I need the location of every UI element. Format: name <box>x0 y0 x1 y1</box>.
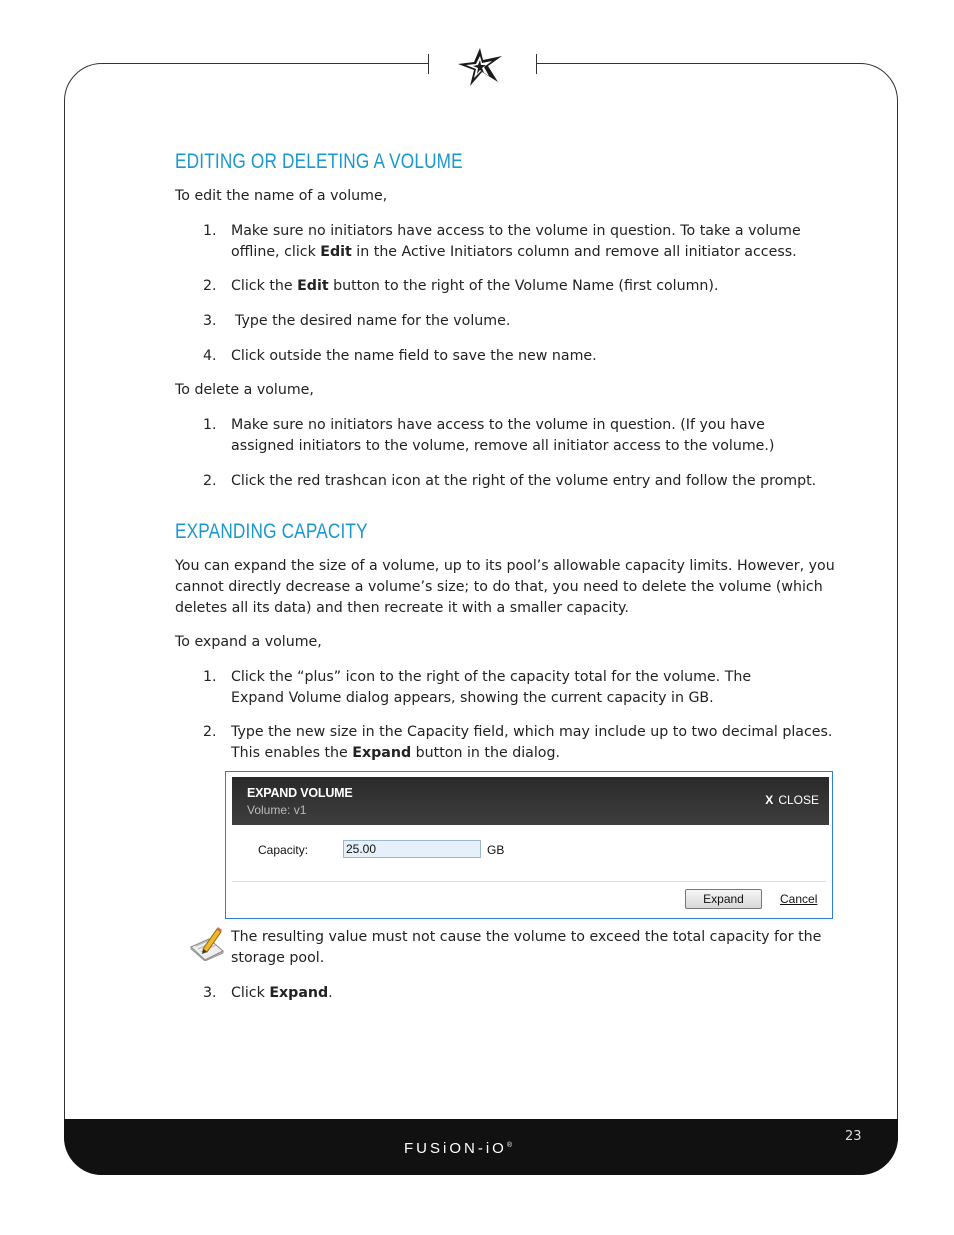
list-item: 1. Make sure no initiators have access to the volume in question. (If you have assigned initiators to the volume, remove all initiator access to the volume.) <box>203 417 775 454</box>
expand-lead: To expand a volume, <box>175 634 322 650</box>
expand-volume-dialog <box>225 771 833 919</box>
close-button[interactable] <box>765 793 819 807</box>
page-number: 23 <box>845 1129 862 1144</box>
list-item: 3. Type the desired name for the volume. <box>203 313 511 329</box>
list-item: 2. Click the red trashcan icon at the right of the volume entry and follow the prompt. <box>203 473 817 489</box>
list-item: 3. Click Expand. <box>203 985 333 1001</box>
section-heading-edit: EDITING OR DELETING A VOLUME <box>175 150 463 173</box>
dialog-title: EXPAND VOLUME <box>247 786 353 800</box>
close-icon: X <box>765 793 774 807</box>
capacity-label: Capacity: <box>258 843 309 857</box>
edit-intro: To edit the name of a volume, <box>175 188 388 204</box>
capacity-unit: GB <box>487 843 505 857</box>
close-label: CLOSE <box>778 793 819 807</box>
expand-intro: You can expand the size of a volume, up to its pool’s allowable capacity limits. However, you cannot directly decrease a volume’s size; to do that, you need to delete the volume (which deletes all its data) and then recreate it with a smaller capacity. <box>175 558 835 616</box>
capacity-input[interactable] <box>343 840 481 858</box>
section-heading-expand: EXPANDING CAPACITY <box>175 520 368 543</box>
list-item: 2. Type the new size in the Capacity field, which may include up to two decimal places. This enables the Expand button in the dialog. <box>203 724 833 761</box>
expand-button[interactable]: Expand <box>685 889 762 909</box>
list-item: 1. Click the “plus” icon to the right of the capacity total for the volume. The Expand Volume dialog appears, showing the current capacity in GB. <box>203 669 752 706</box>
header-tick-left <box>428 54 429 74</box>
header-tick-right <box>536 54 537 74</box>
cancel-link[interactable]: Cancel <box>780 892 818 906</box>
dialog-divider <box>232 881 826 882</box>
footer-brand-logo: FUSiON-iO® <box>404 1140 512 1157</box>
dialog-header <box>232 777 829 825</box>
fusion-io-star-icon <box>452 44 508 88</box>
dialog-subtitle: Volume: v1 <box>247 803 307 817</box>
list-item: 1. Make sure no initiators have access to the volume in question. To take a volume offline, click Edit in the Active Initiators column and remove all initiator access. <box>203 223 801 260</box>
note-pencil-icon <box>189 927 225 961</box>
delete-intro: To delete a volume, <box>175 382 314 398</box>
list-item: 2. Click the Edit button to the right of the Volume Name (first column). <box>203 278 719 294</box>
list-item: 4. Click outside the name field to save the new name. <box>203 348 597 364</box>
note-text: The resulting value must not cause the volume to exceed the total capacity for the storage pool. <box>231 929 822 966</box>
